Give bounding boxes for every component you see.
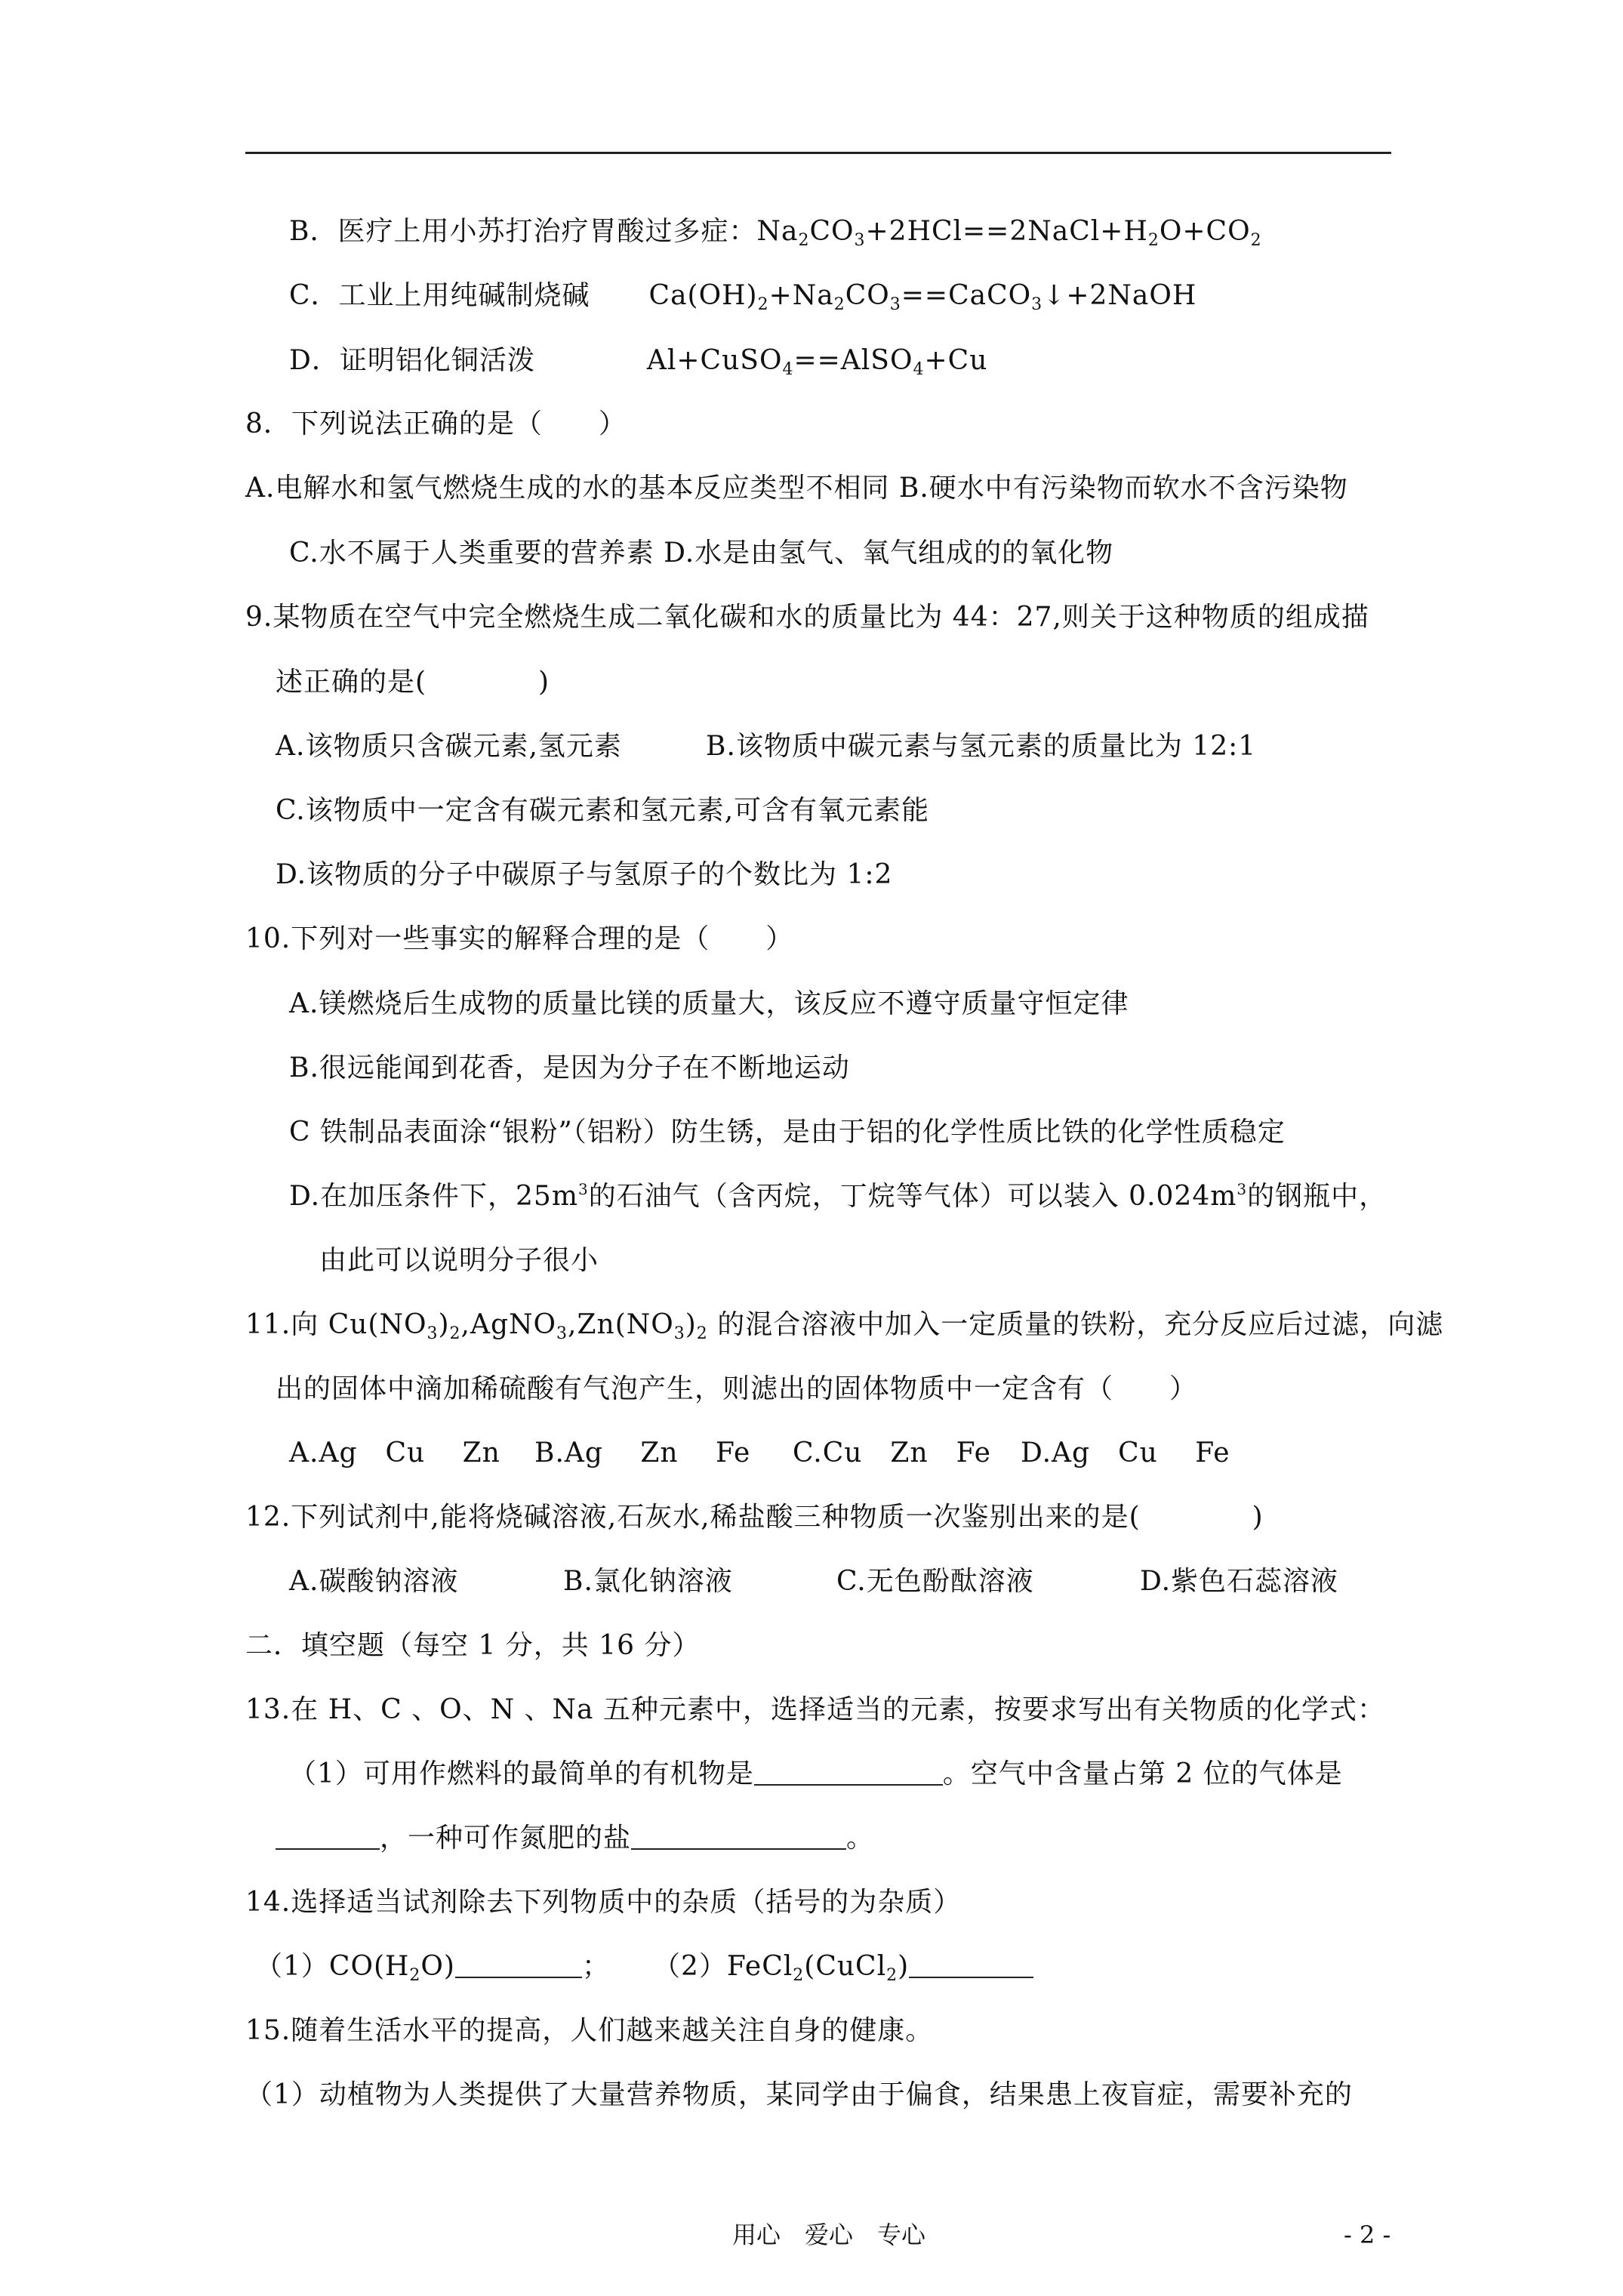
q12-option-d: D.紫色石蕊溶液 (1140, 1566, 1339, 1597)
footer-motto: 用心 爱心 专心 (732, 2220, 926, 2249)
q12-option-a: A.碳酸钠溶液 (289, 1566, 459, 1597)
q13-line2: ，一种可作氮肥的盐 。 (276, 1822, 874, 1855)
q9-stem-line1: 9.某物质在空气中完全燃烧生成二氧化碳和水的质量比为 44：27,则关于这种物质的组成描 (245, 602, 1369, 633)
q11-option-c: C.Cu Zn Fe (793, 1438, 991, 1469)
q8-options-cd: C.水不属于人类重要的营养素 D.水是由氢气、氧气组成的的氧化物 (289, 538, 1114, 569)
header-rule (245, 152, 1391, 154)
answer-blank[interactable] (455, 1954, 582, 1978)
q9-option-c: C.该物质中一定含有碳元素和氢元素,可含有氧元素能 (276, 795, 930, 826)
q10-option-b: B.很远能闻到花香，是因为分子在不断地运动 (289, 1052, 850, 1083)
q9-option-a: A.该物质只含碳元素,氢元素 (276, 731, 622, 762)
q8-options-ab: A.电解水和氢气燃烧生成的水的基本反应类型不相同 B.硬水中有污染物而软水不含污染物 (245, 473, 1348, 504)
q12-stem: 12.下列试剂中,能将烧碱溶液,石灰水,稀盐酸三种物质一次鉴别出来的是( ) (245, 1502, 1264, 1533)
q11-option-b: B.Ag Zn Fe (534, 1438, 751, 1469)
q7-option-d: D．证明铝化铜活泼 Al+CuSO$_4$==AlSO$_4$+Cu (289, 345, 988, 379)
q13-stem: 13.在 H、C 、O、N 、Na 五种元素中，选择适当的元素，按要求写出有关物质的化学式： (245, 1694, 1385, 1725)
q12-option-c: C.无色酚酞溶液 (836, 1566, 1034, 1597)
q11-option-a: A.Ag Cu Zn (289, 1438, 500, 1469)
q9-option-d: D.该物质的分子中碳原子与氢原子的个数比为 1:2 (276, 859, 893, 890)
q11-option-d: D.Ag Cu Fe (1021, 1438, 1230, 1469)
q13-line1: （1）可用作燃料的最简单的有机物是 。空气中含量占第 2 位的气体是 (289, 1758, 1343, 1789)
q14-part1: $(1)CO(H_2O)$ ； (255, 1951, 610, 1985)
section-fill-in-title: 二．填空题（每空 1 分，共 16 分） (245, 1630, 701, 1661)
q7-option-c: C．工业上用纯碱制烧碱 $Ca(OH)_2+Na_2CO_3==CaCO_3↓+2NaOH$ (289, 280, 1197, 314)
q10-stem: 10.下列对一些事实的解释合理的是（ ） (245, 923, 794, 954)
q9-stem-line2: 述正确的是( ) (276, 667, 550, 698)
q10-option-d-line1: D.在加压条件下，$25m^3$的石油气（含丙烷，丁烷等气体）可以装入 $0.024m^3$的钢瓶中， (289, 1180, 1387, 1212)
q14-part2: （2）FeCl$_2$(CuCl$_2$) (653, 1950, 1033, 1983)
q14-stem: 14.选择适当试剂除去下列物质中的杂质（括号的为杂质） (245, 1887, 962, 1918)
answer-blank[interactable] (276, 1826, 380, 1850)
answer-blank[interactable] (754, 1761, 943, 1786)
q9-option-b: B.该物质中碳元素与氢元素的质量比为 12:1 (706, 731, 1257, 762)
q11-stem-line1: 11.向 $Cu(NO_3)_2,AgNO_3,Zn(NO_3)_2$ 的混合溶液中加入一定质量的铁粉，充分反应后过滤，向滤 (245, 1309, 1444, 1343)
q15-stem: 15.随着生活水平的提高，人们越来越关注自身的健康。 (245, 2015, 934, 2046)
q12-option-b: B.氯化钠溶液 (563, 1566, 733, 1597)
q10-option-d-line2: 由此可以说明分子很小 (319, 1245, 599, 1276)
answer-blank[interactable] (909, 1954, 1033, 1978)
q15-line1: （1）动植物为人类提供了大量营养物质，某同学由于偏食，结果患上夜盲症，需要补充的 (245, 2079, 1353, 2110)
q10-option-a: A.镁燃烧后生成物的质量比镁的质量大，该反应不遵守质量守恒定律 (289, 988, 1129, 1019)
q8-stem: 8．下列说法正确的是（ ） (245, 408, 627, 439)
page-number: - 2 - (1344, 2220, 1391, 2249)
q7-option-b: B．医疗上用小苏打治疗胃酸过多症：$Na_2CO_3+2HCl==2NaCl+H_2O+CO_2$ (289, 216, 1262, 250)
q10-option-c: C 铁制品表面涂“银粉”（铝粉）防生锈，是由于铝的化学性质比铁的化学性质稳定 (289, 1117, 1286, 1148)
answer-blank[interactable] (631, 1826, 846, 1850)
q11-stem-line2: 出的固体中滴加稀硫酸有气泡产生，则滤出的固体物质中一定含有（ ） (276, 1373, 1198, 1404)
